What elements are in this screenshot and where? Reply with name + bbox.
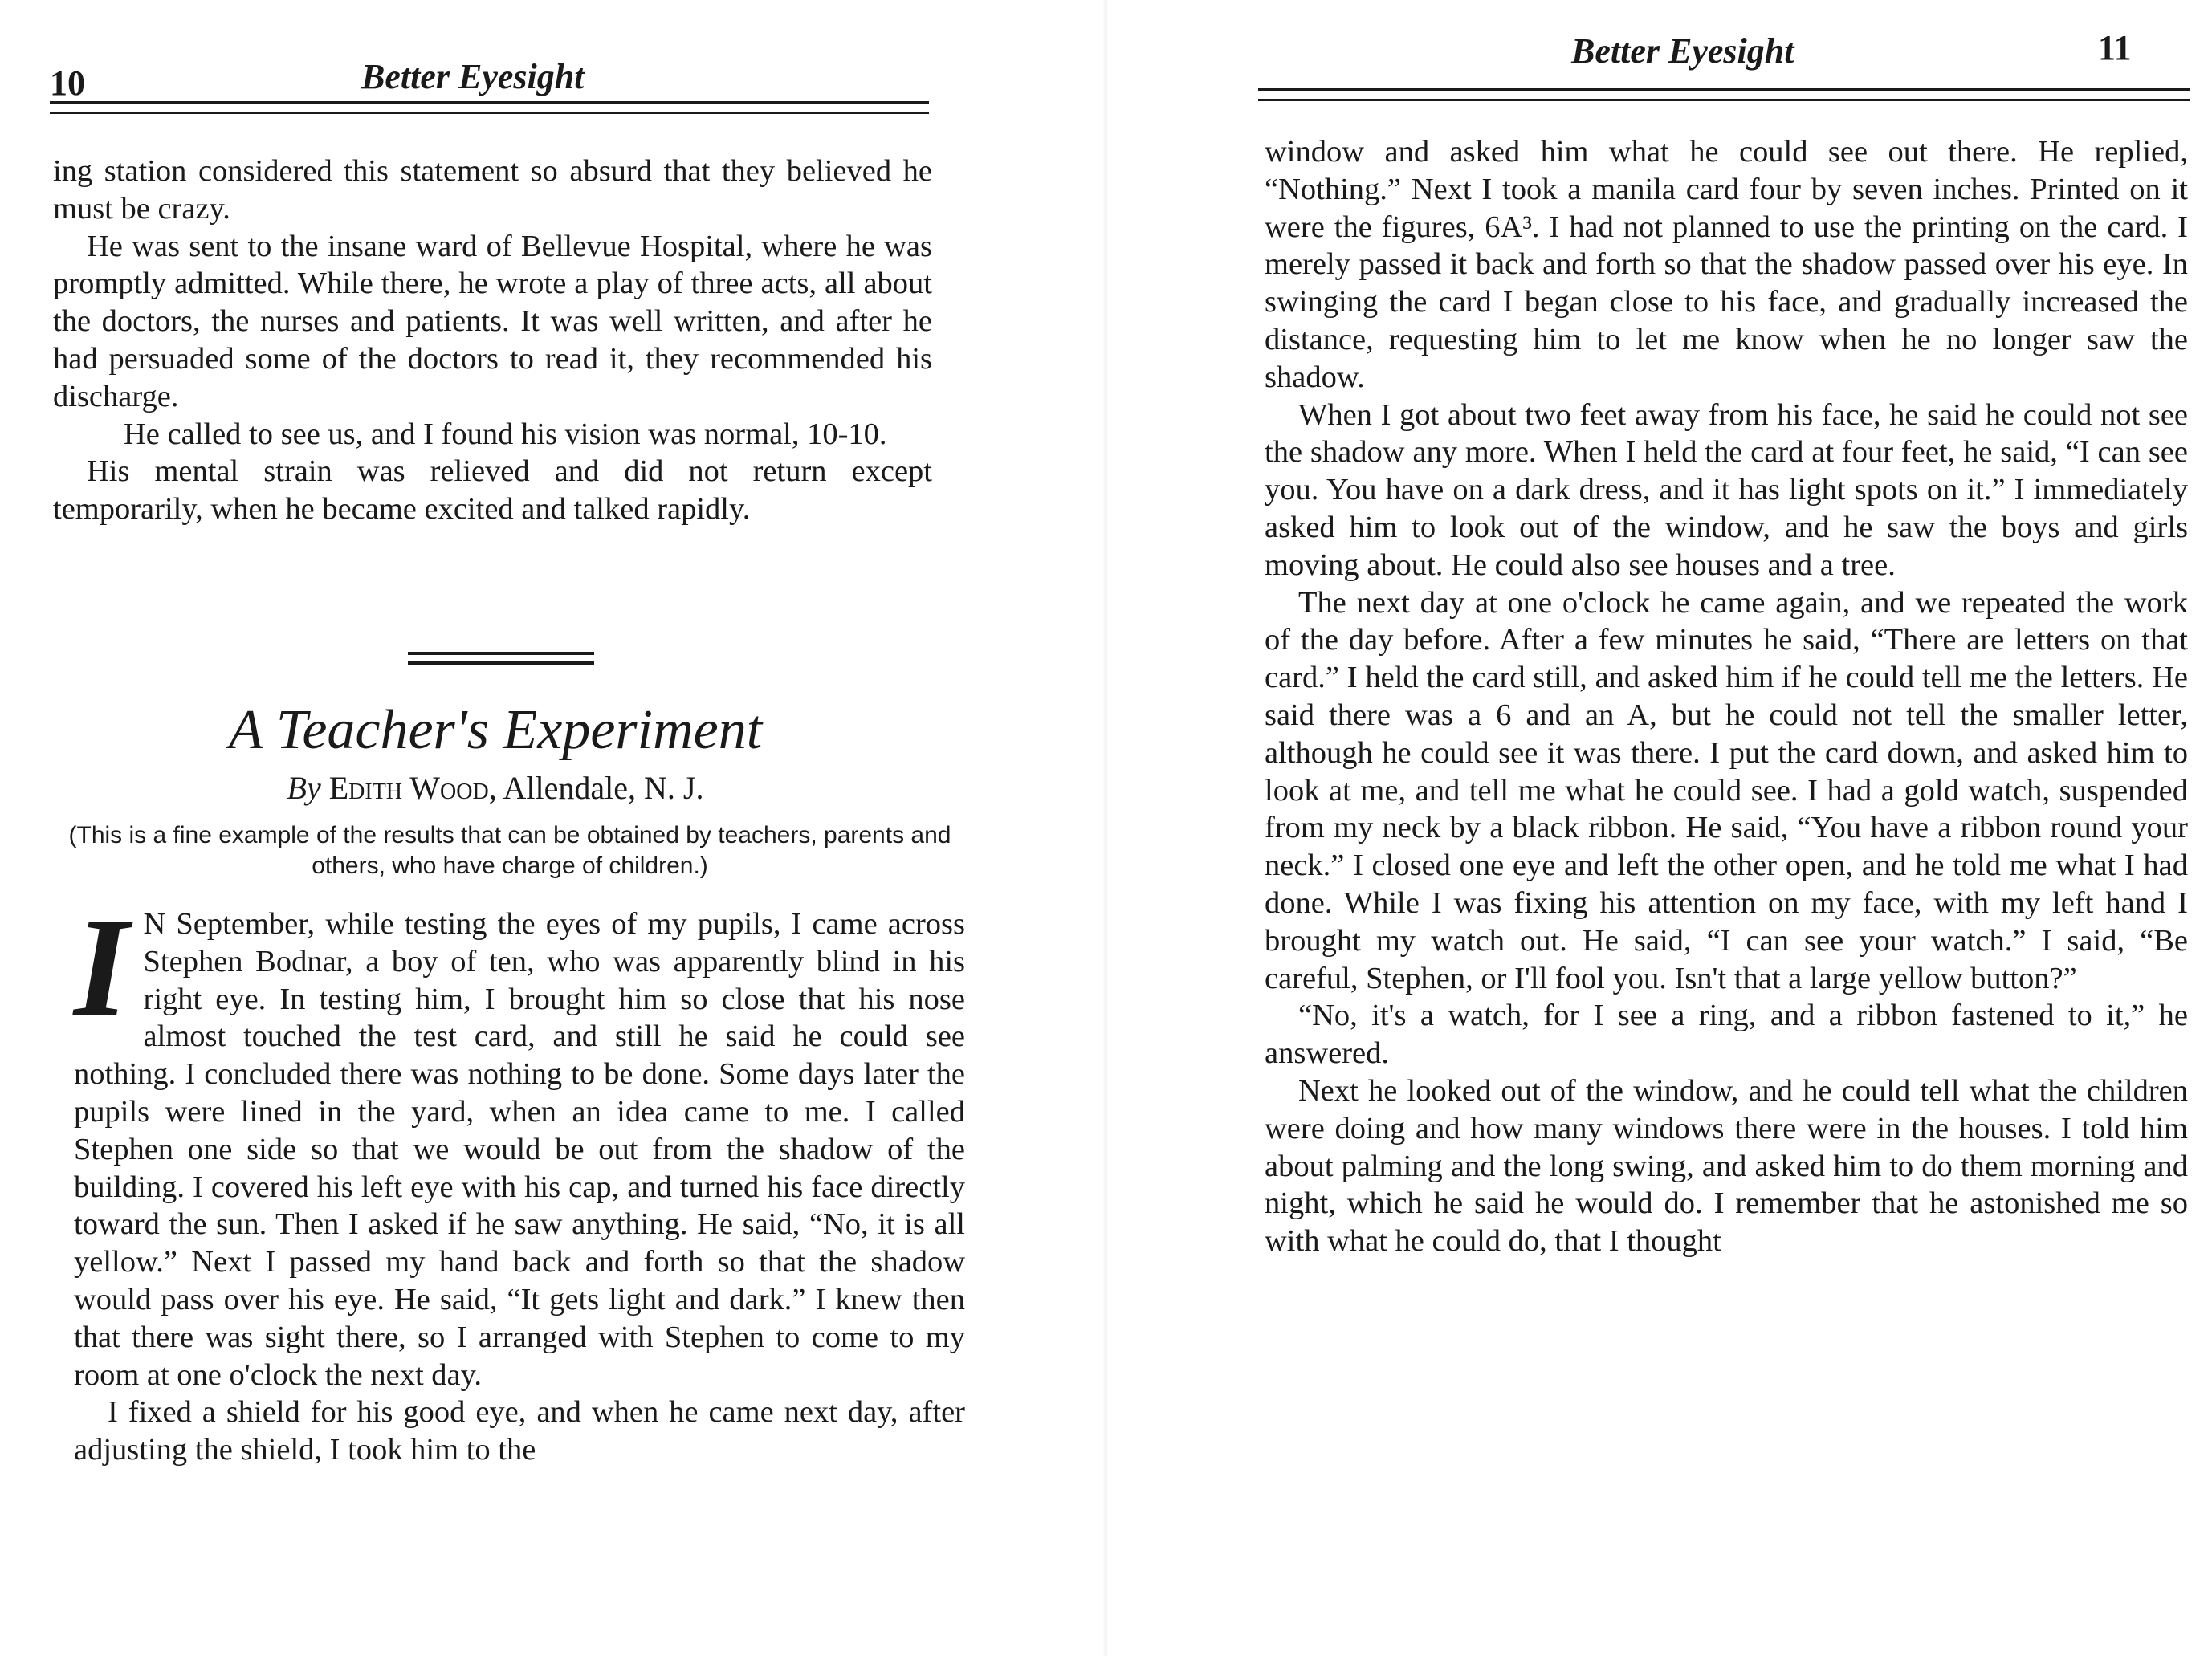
drop-cap-letter: I — [74, 889, 129, 1046]
right-running-head: Better Eyesight — [1571, 31, 1794, 71]
section-divider-rule — [408, 652, 594, 665]
body-paragraph: window and asked him what he could see out there. He replied, “Nothing.” Next I took a manila card four by seven inches. Printed on it were the figures, 6A³. I had not planned to use the printing on the card. I merely passed it back and forth so that the shadow passed over his eye. In swinging the card I began close to his face, and gradually increased the distance, requesting him to let me know when he no longer saw the shadow. — [1265, 135, 2188, 394]
body-paragraph: When I got about two feet away from his face, he said he could not see the shadow any more. When I held the card at four feet, he said, “I can see you. You have on a dark dress, and it has light spots on it.” I immediately asked him to look out of the window, and he saw the boys and girls moving about. He could also see houses and a tree. — [1265, 397, 2188, 582]
editor-note: (This is a fine example of the results that can be obtained by teachers, parents and others, who have charge of children.) — [68, 822, 951, 879]
continued-paragraph: ing station considered this statement so absurd that they believed he must be crazy. — [53, 154, 932, 226]
left-header-rule — [50, 101, 929, 114]
byline-by: By — [287, 770, 321, 806]
article-first-paragraph — [74, 889, 965, 1394]
article-body-left — [74, 889, 965, 1469]
left-page-number: 10 — [50, 63, 85, 103]
article-title: A Teacher's Experiment — [228, 699, 763, 761]
continued-paragraph: He called to see us, and I found his vision was normal, 10-10. — [124, 417, 887, 451]
byline-place: , Allendale, N. J. — [488, 770, 704, 806]
left-running-head: Better Eyesight — [361, 57, 585, 96]
left-continued-text — [53, 153, 932, 528]
article-second-paragraph: I fixed a shield for his good eye, and when he came next day, after adjusting the shield, I took him to the — [74, 1395, 965, 1467]
first-paragraph-text: N September, while testing the eyes of my pupils, I came across Stephen Bodnar, a boy of ten, who was apparently blind in his right eye. In testing him, I brought him so close that his nose almost touched the test card, and still he said he could see nothing. I concluded there was nothing to be done. Some days later the pupils were lined in the yard, when an idea came to me. I called Stephen one side so that we would be out from the shadow of the building. I covered his left eye with his cap, and turned his face directly toward the sun. Then I asked if he saw anything. He said, “No, it is all yellow.” Next I passed my hand back and forth so that the shadow would pass over his eye. He said, “It gets light and dark.” I knew then that there was sight there, so I arranged with Stephen to come to my room at one o'clock the next day. — [74, 907, 965, 1392]
right-article-text — [1265, 133, 2188, 1260]
article-byline — [50, 769, 941, 807]
byline-author: Edith Wood — [328, 770, 489, 806]
right-page-number: 11 — [2098, 28, 2132, 67]
continued-paragraph: His mental strain was relieved and did not return except temporarily, when he became excited and talked rapidly. — [53, 454, 932, 527]
right-header-rule — [1258, 88, 2190, 101]
body-paragraph: The next day at one o'clock he came again, and we repeated the work of the day before. After a few minutes he said, “There are letters on that card.” I held the card still, and asked him if he could tell me the letters. He said there was a 6 and an A, but he could not tell the smaller letter, although he could see it was there. I put the card down, and asked him to look at me, and tell me what he could see. I had a gold watch, suspended from my neck by a black ribbon. He said, “You have a ribbon round your neck.” I closed one eye and left the other open, and he told me what I had done. While I was fixing his attention on my face, with my left hand I brought my watch out. He said, “I can see your watch.” I said, “Be careful, Stephen, or I'll fool you. Isn't that a large yellow button?” — [1265, 585, 2188, 995]
body-paragraph: “No, it's a watch, for I see a ring, and a ribbon fastened to it,” he answered. — [1265, 999, 2188, 1071]
right-page — [1106, 0, 2212, 1656]
continued-paragraph: He was sent to the insane ward of Bellevue Hospital, where he was promptly admitted. While there, he wrote a play of three acts, all about the doctors, the nurses and patients. It was well written, and after he had persuaded some of the doctors to read it, they recommended his discharge. — [53, 229, 932, 413]
body-paragraph: Next he looked out of the window, and he could tell what the children were doing and how many windows there were in the houses. I told him about palming and the long swing, and asked him to do them morning and night, which he said he would do. I remember that he astonished me so with what he could do, that I thought — [1265, 1073, 2188, 1259]
